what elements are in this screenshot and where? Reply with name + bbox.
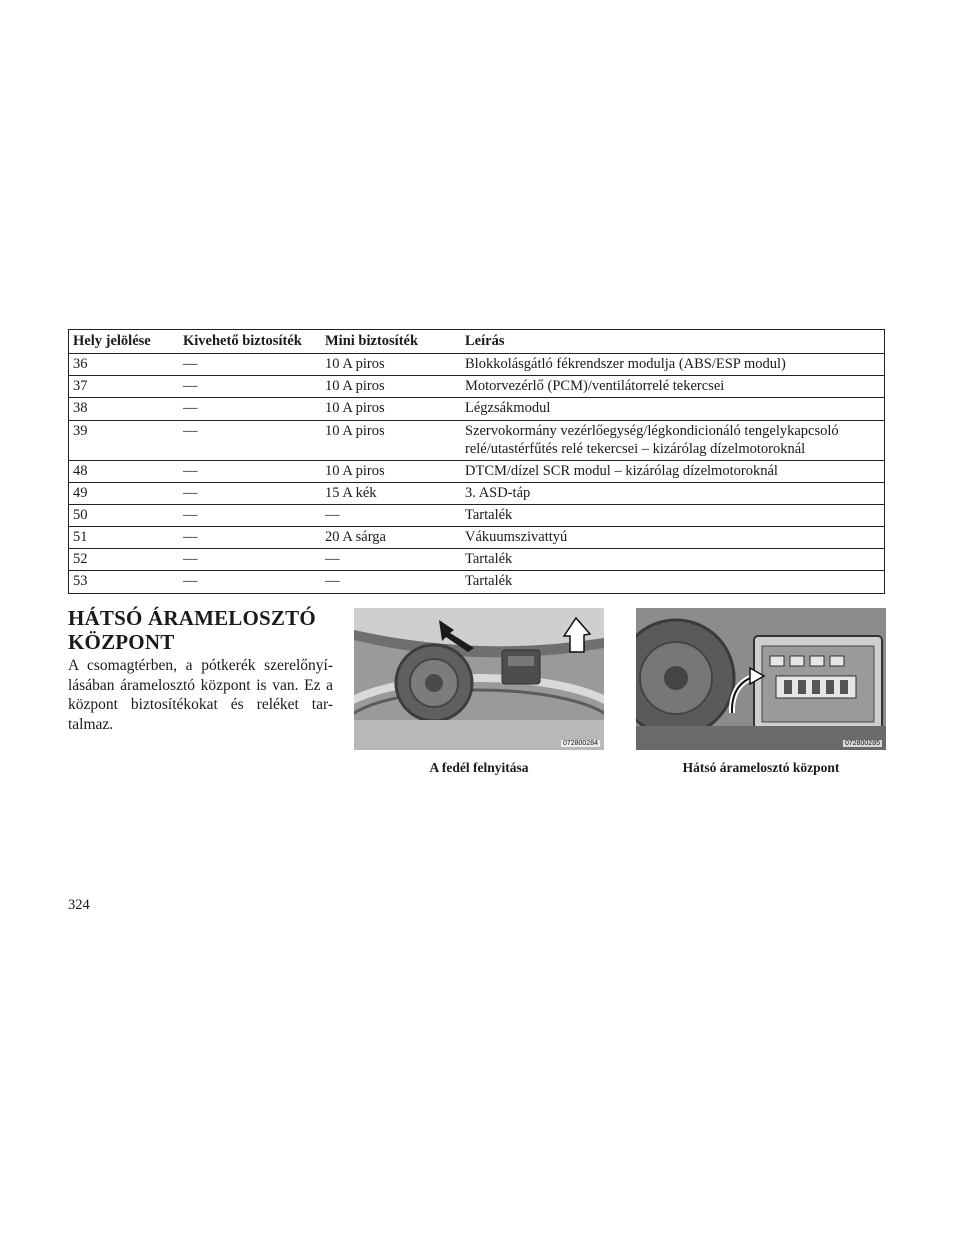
- cell-description: Vákuumszivattyú: [461, 527, 885, 549]
- cell-description: Tartalék: [461, 505, 885, 527]
- cell-location: 36: [69, 354, 180, 376]
- cell-location: 37: [69, 376, 180, 398]
- cell-location: 38: [69, 398, 180, 420]
- cell-cartridge: —: [179, 549, 321, 571]
- cell-description: Tartalék: [461, 571, 885, 593]
- cell-description: 3. ASD-táp: [461, 482, 885, 504]
- cell-description: Blokkolásgátló fékrendszer modulja (ABS/ESP modul): [461, 354, 885, 376]
- page-number: 324: [68, 897, 90, 913]
- table-row: [69, 482, 885, 504]
- figure-code: 072800284: [562, 740, 598, 747]
- cell-mini: —: [321, 549, 461, 571]
- cell-cartridge: —: [179, 460, 321, 482]
- table-header-row: [69, 330, 885, 354]
- cell-location: 52: [69, 549, 180, 571]
- fuse-table: [68, 329, 885, 594]
- cell-description: Tartalék: [461, 549, 885, 571]
- cell-mini: 10 A piros: [321, 420, 461, 460]
- cell-cartridge: —: [179, 505, 321, 527]
- header-mini-fuse: Mini biztosíték: [321, 330, 461, 354]
- table-row: [69, 398, 885, 420]
- cell-mini: 15 A kék: [321, 482, 461, 504]
- cell-description: Légzsákmodul: [461, 398, 885, 420]
- cell-mini: 20 A sárga: [321, 527, 461, 549]
- header-description: Leírás: [461, 330, 885, 354]
- cell-mini: 10 A piros: [321, 460, 461, 482]
- figure-rear-distribution-center: [636, 608, 886, 750]
- cell-location: 49: [69, 482, 180, 504]
- cell-cartridge: —: [179, 527, 321, 549]
- figure-caption-cover: A fedél felnyitása: [429, 760, 529, 775]
- cell-description: Motorvezérlő (PCM)/ventilátorrelé tekercsei: [461, 376, 885, 398]
- cell-location: 53: [69, 571, 180, 593]
- trunk-illustration: [354, 608, 604, 750]
- cell-mini: 10 A piros: [321, 354, 461, 376]
- figure-code: 072800285: [844, 740, 880, 747]
- figure-cover-opening: [354, 608, 604, 750]
- cell-mini: 10 A piros: [321, 376, 461, 398]
- table-row: [69, 354, 885, 376]
- section-title: [68, 606, 316, 654]
- cell-cartridge: —: [179, 420, 321, 460]
- cell-cartridge: —: [179, 398, 321, 420]
- table-row: [69, 505, 885, 527]
- cell-description: Szervokormány vezérlőegység/légkondicionáló tengelykapcsoló relé/utastérfűtés relé tekercsei – kizárólag dízelmotoroknál: [461, 420, 885, 460]
- cell-location: 50: [69, 505, 180, 527]
- section-title-line2: KÖZPONT: [68, 630, 175, 654]
- table-row: [69, 376, 885, 398]
- header-cartridge-fuse: Kivehető biztosíték: [179, 330, 321, 354]
- cell-mini: —: [321, 505, 461, 527]
- cell-location: 48: [69, 460, 180, 482]
- cell-mini: —: [321, 571, 461, 593]
- table-row: [69, 571, 885, 593]
- table-row: [69, 460, 885, 482]
- table-row: [69, 527, 885, 549]
- cell-cartridge: —: [179, 376, 321, 398]
- cell-mini: 10 A piros: [321, 398, 461, 420]
- distribution-center-illustration: [636, 608, 886, 750]
- cell-location: 39: [69, 420, 180, 460]
- table-row: [69, 420, 885, 460]
- cell-description: DTCM/dízel SCR modul – kizárólag dízelmotoroknál: [461, 460, 885, 482]
- cell-cartridge: —: [179, 482, 321, 504]
- section-title-line1: HÁTSÓ ÁRAMELOSZTÓ: [68, 606, 316, 630]
- cell-cartridge: —: [179, 571, 321, 593]
- table-row: [69, 549, 885, 571]
- header-location: Hely jelölése: [69, 330, 180, 354]
- cell-cartridge: —: [179, 354, 321, 376]
- figure-caption-distribution-center: Hátsó áramelosztó központ: [682, 760, 840, 775]
- section-body: A csomagtérben, a pótkerék szerelőnyí-lásában áramelosztó központ is van. Ez a központ biztosítékokat és reléket tar-talmaz.: [68, 657, 333, 733]
- cell-location: 51: [69, 527, 180, 549]
